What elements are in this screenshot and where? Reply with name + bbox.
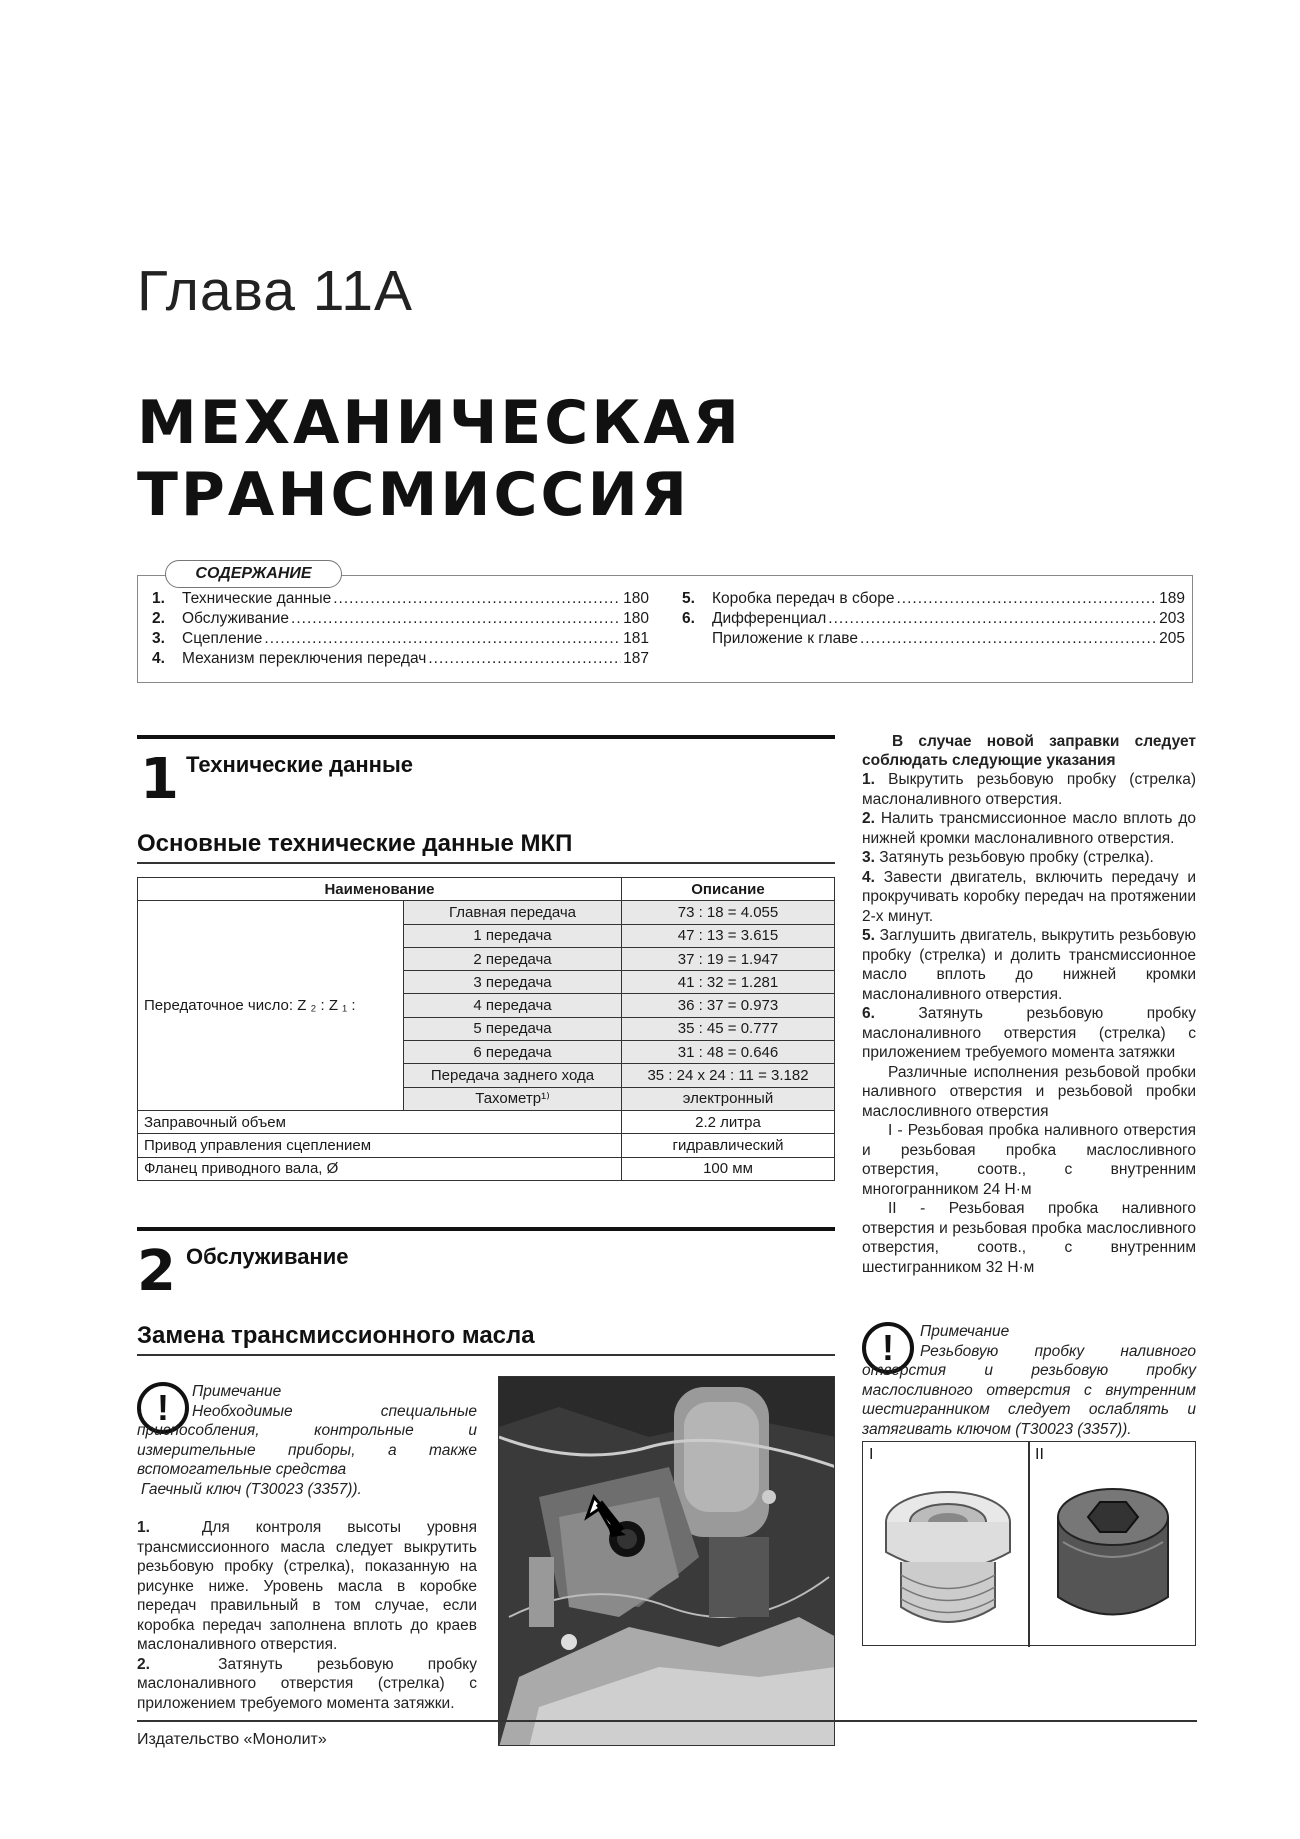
table-header: Описание	[622, 878, 835, 901]
toc-item[interactable]	[682, 630, 1185, 648]
toc-text: Механизм переключения передач	[182, 650, 427, 667]
table-cell: 35 : 24 x 24 : 11 = 3.182	[622, 1064, 835, 1087]
table-cell: Передача заднего хода	[404, 1064, 622, 1087]
multipoint-plug-icon	[873, 1467, 1023, 1642]
toc-heading: СОДЕРЖАНИЕ	[165, 560, 342, 588]
note-text: Резьбовую пробку наливного отверстия и резьбовую пробку маслосливного отверстия с внутренним шестигранником следует ослаблять и затягивать ключом (T30023 (3357)).	[862, 1342, 1196, 1438]
section-title: Технические данные	[186, 752, 413, 777]
toc-text: Приложение к главе	[712, 630, 858, 647]
page-title-line2: ТРАНСМИССИЯ	[137, 460, 690, 530]
left-steps	[137, 1518, 477, 1713]
table-cell: 73 : 18 = 4.055	[622, 901, 835, 924]
step-paragraph	[862, 770, 1196, 809]
table-group-label: Передаточное число: Z ₂ : Z ₁ :	[138, 901, 404, 1111]
step-paragraph	[862, 848, 1196, 868]
toc-text: Технические данные	[182, 590, 332, 607]
toc-num: 2.	[152, 610, 165, 627]
figure-label: II	[1035, 1446, 1044, 1463]
toc-num	[682, 630, 712, 648]
toc-item[interactable]	[682, 610, 1185, 628]
table-cell: 5 передача	[404, 1017, 622, 1040]
toc-text: Обслуживание	[182, 610, 290, 627]
table-cell: Заправочный объем	[138, 1110, 622, 1133]
section-number: 2	[137, 1239, 176, 1304]
note-block	[862, 1322, 1196, 1439]
table-cell: 37 : 19 = 1.947	[622, 947, 835, 970]
step-text: Заглушить двигатель, выкрутить резьбовую пробку (стрелка) и долить трансмиссионное масло вплоть до нижней кромки маслоналивного отверстия.	[862, 927, 1196, 1003]
section-subtitle: Замена трансмиссионного масла	[137, 1322, 535, 1349]
toc-page: 180	[623, 610, 649, 627]
figure-divider	[1028, 1442, 1030, 1647]
note-block	[137, 1382, 477, 1499]
toc-text: Дифференциал	[712, 610, 827, 627]
toc-item[interactable]	[152, 610, 649, 628]
footer-rule	[137, 1720, 1197, 1722]
note-label: Примечание	[920, 1323, 1010, 1340]
step-paragraph	[862, 809, 1196, 848]
subtitle-rule	[137, 862, 835, 864]
step-number: 3.	[862, 849, 875, 866]
right-intro: В случае новой заправки следует соблюдать следующие указания	[862, 733, 1196, 769]
toc-page: 189	[1159, 590, 1185, 607]
step-paragraph	[862, 868, 1196, 927]
table-cell: гидравлический	[622, 1134, 835, 1157]
note-label: Примечание	[192, 1383, 282, 1400]
step-text: Затянуть резьбовую пробку маслоналивного отверстия (стрелка) с приложением требуемого момента затяжки.	[137, 1655, 477, 1712]
section-number: 1	[140, 747, 179, 812]
step-paragraph	[862, 926, 1196, 1004]
table-cell: Главная передача	[404, 901, 622, 924]
section-rule	[137, 1227, 835, 1231]
footer-publisher: Издательство «Монолит»	[137, 1731, 327, 1748]
table-cell: электронный	[622, 1087, 835, 1110]
hex-plug-icon	[1038, 1472, 1188, 1642]
table-cell: 2.2 литра	[622, 1110, 835, 1133]
section-title: Обслуживание	[186, 1244, 349, 1269]
page-title-line1: МЕХАНИЧЕСКАЯ	[137, 388, 743, 458]
table-cell: 1 передача	[404, 924, 622, 947]
table-header: Наименование	[138, 878, 622, 901]
table-cell: Тахометр¹⁾	[404, 1087, 622, 1110]
toc-text: Сцепление	[182, 630, 263, 647]
table-cell: 6 передача	[404, 1041, 622, 1064]
step-number: 1.	[137, 1519, 150, 1536]
table-cell: 35 : 45 = 0.777	[622, 1017, 835, 1040]
paragraph: I - Резьбовая пробка наливного отверстия и резьбовая пробка маслосливного отверстия, соотв., с внутренним многогранником 24 Н·м	[862, 1122, 1196, 1198]
plug-figure	[862, 1441, 1196, 1646]
step-number: 5.	[862, 927, 875, 944]
toc-item[interactable]	[152, 630, 649, 648]
step-paragraph	[137, 1518, 477, 1655]
table-cell: 41 : 32 = 1.281	[622, 971, 835, 994]
toc-num: 6.	[682, 610, 695, 627]
table-cell: 2 передача	[404, 947, 622, 970]
toc-page: 181	[623, 630, 649, 647]
toc-page: 203	[1159, 610, 1185, 627]
gearbox-illustration	[499, 1377, 835, 1746]
step-number: 4.	[862, 868, 875, 886]
table-cell: 3 передача	[404, 971, 622, 994]
toc-num: 5.	[682, 590, 695, 607]
step-paragraph	[862, 1004, 1196, 1063]
step-number: 2.	[862, 810, 875, 827]
toc-item[interactable]	[682, 590, 1185, 608]
step-paragraph	[137, 1655, 477, 1714]
toc-num: 4.	[152, 650, 165, 667]
step-text: Завести двигатель, включить передачу и прокручивать коробку передач на протяжении 2-х минут.	[862, 868, 1197, 925]
section-subtitle: Основные технические данные МКП	[137, 830, 573, 857]
exclamation-icon: !	[862, 1322, 914, 1374]
exclamation-icon: !	[137, 1382, 189, 1434]
toc-num: 1.	[152, 590, 165, 607]
table-cell: 47 : 13 = 3.615	[622, 924, 835, 947]
step-text: Затянуть резьбовую пробку (стрелка).	[879, 849, 1154, 866]
paragraph: Различные исполнения резьбовой пробки наливного отверстия и резьбовой пробки маслосливного отверстия	[862, 1063, 1196, 1120]
table-cell: 4 передача	[404, 994, 622, 1017]
spec-table	[137, 877, 835, 1181]
note-tool: Гаечный ключ (T30023 (3357)).	[141, 1480, 362, 1498]
toc-text: Коробка передач в сборе	[712, 590, 895, 607]
step-text: Выкрутить резьбовую пробку (стрелка) маслоналивного отверстия.	[862, 771, 1196, 808]
step-number: 1.	[862, 771, 875, 788]
step-number: 2.	[137, 1655, 150, 1673]
step-number: 6.	[862, 1005, 875, 1022]
gearbox-photo	[498, 1376, 835, 1746]
table-cell: 36 : 37 = 0.973	[622, 994, 835, 1017]
toc-page: 205	[1159, 630, 1185, 647]
toc-item[interactable]	[152, 590, 649, 608]
toc-item[interactable]	[152, 650, 649, 668]
note-text: Необходимые специальные приспособления, контрольные и измерительные приборы, а также вспомогательные средства	[137, 1402, 477, 1478]
figure-label: I	[869, 1446, 874, 1463]
chapter-label: Глава 11А	[137, 259, 413, 323]
paragraph: II - Резьбовая пробка наливного отверстия и резьбовая пробка маслосливного отверстия, соотв., с внутренним шестигранником 32 Н·м	[862, 1200, 1196, 1276]
right-column	[862, 733, 1196, 1277]
toc-num: 3.	[152, 630, 165, 647]
section-rule	[137, 735, 835, 739]
table-cell: Фланец приводного вала, Ø	[138, 1157, 622, 1180]
table-cell: 31 : 48 = 0.646	[622, 1041, 835, 1064]
step-text: Затянуть резьбовую пробку маслоналивного отверстия (стрелка) с приложением требуемого момента затяжки	[862, 1005, 1196, 1061]
step-text: Налить трансмиссионное масло вплоть до нижней кромки маслоналивного отверстия.	[862, 810, 1196, 847]
step-text: Для контроля высоты уровня трансмиссионного масла следует выкрутить резьбовую пробку (стрелка), показанную на рисунке ниже. Уровень масла в коробке передач правильный в том случае, если коробка передач заполнена вплоть до краев маслоналивного отверстия.	[137, 1519, 477, 1653]
toc-page: 180	[623, 590, 649, 607]
table-cell: 100 мм	[622, 1157, 835, 1180]
table-cell: Привод управления сцеплением	[138, 1134, 622, 1157]
toc-page: 187	[623, 650, 649, 667]
subtitle-rule	[137, 1354, 835, 1356]
